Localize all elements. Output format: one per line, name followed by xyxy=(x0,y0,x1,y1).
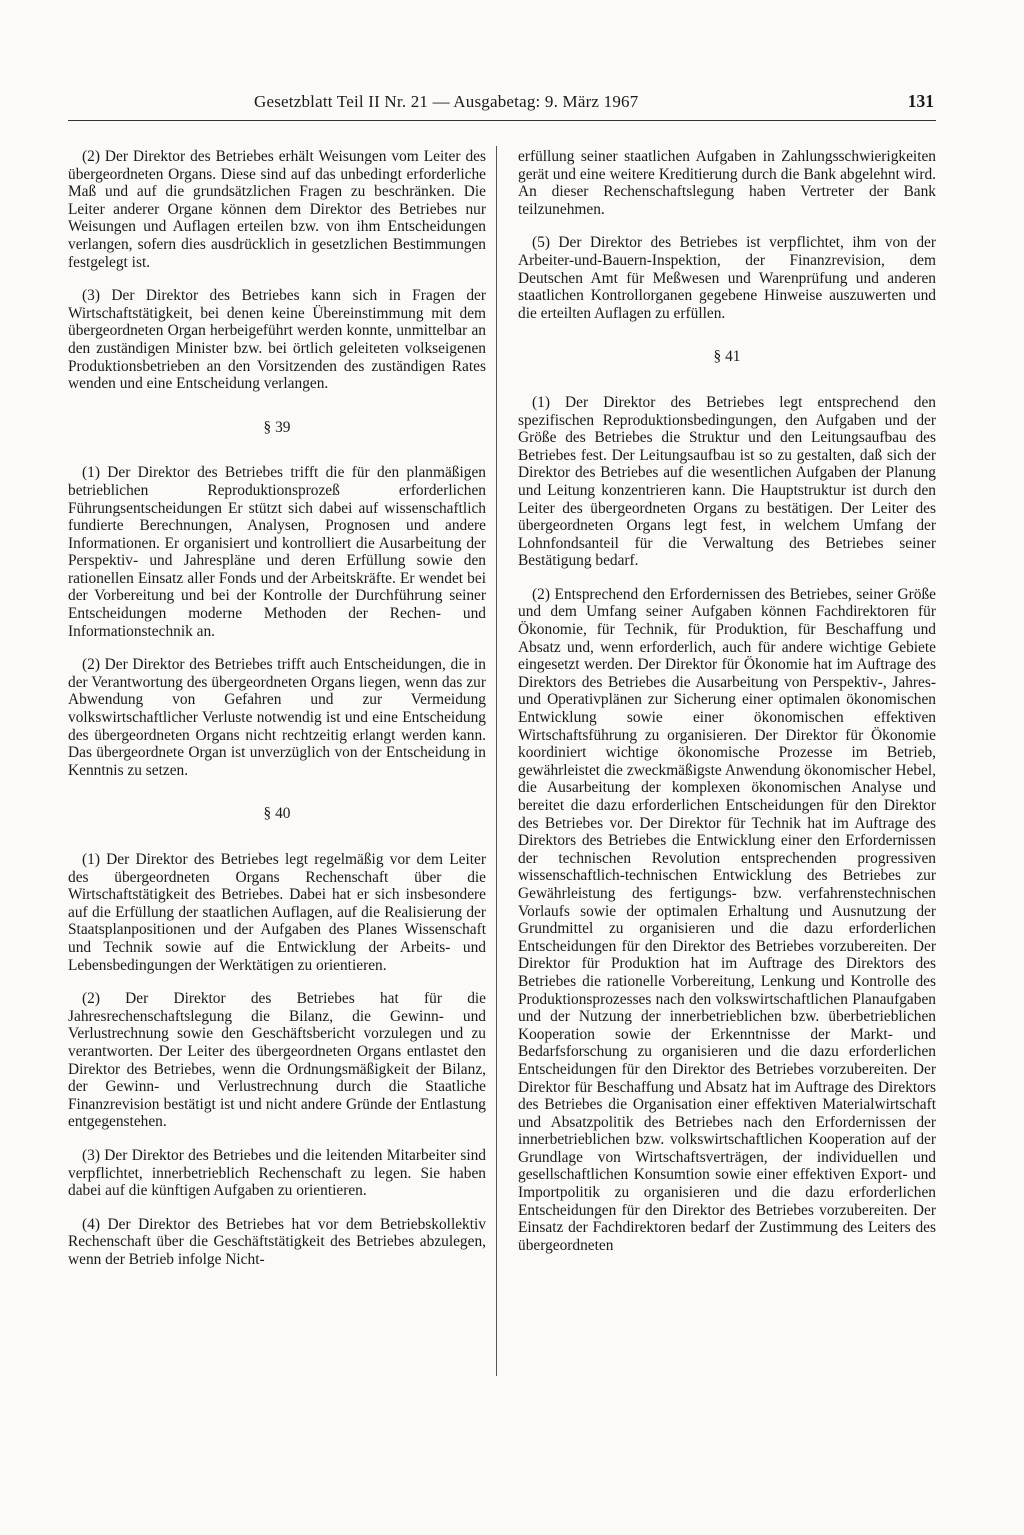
paragraph: (2) Der Direktor des Betriebes erhält Weisungen vom Leiter des übergeordneten Organs. Diese sind auf das unbedingt erforderliche Maß und auf die grundsätzlichen Fragen zu beschränken. Die Leiter anderer Organe können dem Direktor des Betriebes nur Weisungen und Auflagen erteilen bzw. von ihm Entscheidungen verlangen, sofern dies ausdrücklich in gesetzlichen Bestimmungen festgelegt ist. xyxy=(68,148,486,271)
paragraph: (2) Der Direktor des Betriebes trifft auch Entscheidungen, die in der Verantwortung des übergeordneten Organs liegen, wenn das zur Abwendung von Gefahren und zur Vermeidung volkswirtschaftlicher Verluste notwendig ist und eine Entscheidung des übergeordneten Organs nicht rechtzeitig erlangt werden kann. Das übergeordnete Organ ist unverzüglich von der Entscheidung in Kenntnis zu setzen. xyxy=(68,656,486,779)
right-column xyxy=(518,148,936,1270)
paragraph: (3) Der Direktor des Betriebes kann sich in Fragen der Wirtschaftstätigkeit, bei denen keine Übereinstimmung mit dem übergeordneten Organ herbeigeführt werden konnte, unmittelbar an den zuständigen Minister bzw. bei örtlich geleiteten volkseigenen Produktionsbetrieben an den Vorsitzenden des zuständigen Rates wenden und eine Entscheidung verlangen. xyxy=(68,287,486,393)
paragraph: (1) Der Direktor des Betriebes legt entsprechend den spezifischen Reproduktionsbedingungen, den Aufgaben und der Größe des Betriebes die Struktur und den Leitungsaufbau des Betriebes fest. Der Leitungsaufbau ist so zu gestalten, daß sich der Direktor des Betriebes auf die wesentlichen Aufgaben der Planung und Leitung konzentrieren kann. Die Hauptstruktur ist durch den Leiter des übergeordneten Organs zu bestätigen. Der Leiter des übergeordneten Organs legt fest, in welchem Umfang der Lohnfondsanteil für die Verwaltung des Betriebes seiner Bestätigung bedarf. xyxy=(518,393,936,570)
section-heading-39: § 39 xyxy=(263,418,291,436)
header-title: Gesetzblatt Teil II Nr. 21 — Ausgabetag: 9. März 1967 xyxy=(254,92,639,111)
paragraph: (2) Der Direktor des Betriebes hat für die Jahresrechenschaftslegung die Bilanz, die Gewinn- und Verlustrechnung sowie den Geschäftsbericht vorzulegen und zu verantworten. Der Leiter des übergeordneten Organs entlastet den Direktor des Betriebes, wenn die Ordnungsmäßigkeit der Bilanz, der Gewinn- und Verlustrechnung durch die Staatliche Finanzrevision bestätigt ist und nicht andere Gründe der Entlastung entgegenstehen. xyxy=(68,990,486,1131)
column-divider xyxy=(496,146,497,1376)
paragraph: (3) Der Direktor des Betriebes und die leitenden Mitarbeiter sind verpflichtet, innerbetrieblich Rechenschaft zu legen. Sie haben dabei auf die künftigen Aufgaben zu orientieren. xyxy=(68,1146,486,1200)
paragraph: (1) Der Direktor des Betriebes legt regelmäßig vor dem Leiter des übergeordneten Organs Rechenschaft über die Wirtschaftstätigkeit des Betriebes. Dabei hat er sich insbesondere auf die Erfüllung der staatlichen Auflagen, auf die Realisierung der Staatsplanpositionen und der Aufgaben des Planes Wissenschaft und Technik sowie auf die Entwicklung der Arbeits- und Lebensbedingungen der Werktätigen zu orientieren. xyxy=(68,851,486,974)
paragraph-continued: erfüllung seiner staatlichen Aufgaben in Zahlungsschwierigkeiten gerät und eine weitere Kreditierung durch die Bank abgelehnt wird. An dieser Rechenschaftslegung haben Vertreter der Bank teilzunehmen. xyxy=(518,148,936,218)
paragraph: (5) Der Direktor des Betriebes ist verpflichtet, ihm von der Arbeiter-und-Bauern-Inspektion, der Finanzrevision, dem Deutschen Amt für Meßwesen und Warenprüfung und anderen staatlichen Kontrollorganen gegebene Hinweise auszuwerten und die erteilten Auflagen zu erfüllen. xyxy=(518,234,936,322)
paragraph: (2) Entsprechend den Erfordernissen des Betriebes, seiner Größe und dem Umfang seiner Aufgaben können Fachdirektoren für Ökonomie, für Technik, für Produktion, für Beschaffung und Absatz und, wenn erforderlich, auch für andere wichtige Gebiete eingesetzt werden. Der Direktor für Ökonomie hat im Auftrage des Direktors des Betriebes die Ausarbeitung von Perspektiv-, Jahres- und Operativplänen zur Sicherung einer optimalen ökonomischen Entwicklung sowie einer ökonomischen effektiven Wirtschaftsführung zu organisieren. Der Direktor für Ökonomie koordiniert wichtige ökonomische Prozesse im Betrieb, gewährleistet die zweckmäßigste Anwendung ökonomischer Hebel, die Ausarbeitung der komplexen ökonomischen Analyse und bereitet die dazu erforderlichen Entscheidungen für den Direktor des Betriebes vor. Der Direktor für Technik hat im Auftrage des Direktors des Betriebes die Entwicklung einer den Erfordernissen der technischen Revolution entsprechenden progressiven wissenschaftlich-technischen Entwicklung des Betriebes zur Gewährleistung des fertigungs- bzw. verfahrenstechnischen Vorlaufs sowie der optimalen Erhaltung und Ausnutzung der Grundmittel zu organisieren und die dazu erforderlichen Entscheidungen für den Direktor des Betriebes vorzubereiten. Der Direktor für Produktion hat im Auftrage des Direktors des Betriebes die rationelle Vorbereitung, Lenkung und Kontrolle des Produktionsprozesses nach den volkswirtschaftlichen Planaufgaben und der Nutzung der innerbetrieblichen bzw. überbetrieblichen Kooperation sowie der Erkenntnisse der Markt- und Bedarfsforschung zu organisieren und die dazu erforderlichen Entscheidungen für den Direktor des Betriebes vorzubereiten. Der Direktor für Beschaffung und Absatz hat im Auftrage des Direktors des Betriebes die Organisation einer effektiven Materialwirtschaft und Absatzpolitik des Betriebes nach den Erfordernissen der innerbetrieblichen bzw. volkswirtschaftlichen Kooperation auf der Grundlage von Wirtschaftsverträgen, der individuellen und gesellschaftlichen Konsumtion sowie einer effektiven Export- und Importpolitik zu organisieren und die dazu erforderlichen Entscheidungen für den Direktor des Betriebes vorzubereiten. Der Einsatz der Fachdirektoren bedarf der Zustimmung des Leiters des übergeordneten xyxy=(518,585,936,1254)
paragraph: (4) Der Direktor des Betriebes hat vor dem Betriebskollektiv Rechenschaft über die Geschäftstätigkeit des Betriebes abzulegen, wenn der Betrieb infolge Nicht- xyxy=(68,1215,486,1268)
paragraph: (1) Der Direktor des Betriebes trifft die für den planmäßigen betrieblichen Reproduktionsprozeß erforderlichen Führungsentscheidungen Er stützt sich dabei auf wissenschaftlich fundierte Berechnungen, Analysen, Prognosen und andere Informationen. Er organisiert und kontrolliert die Ausarbeitung der Perspektiv- und Jahrespläne und deren Erfüllung sowie den rationellen Einsatz aller Fonds und der Arbeitskräfte. Er wendet bei der Vorbereitung und bei der Kontrolle der Durchführung seiner Entscheidungen moderne Methoden der Rechen- und Informationstechnik an. xyxy=(68,464,486,640)
left-column xyxy=(68,148,486,1284)
page-number: 131 xyxy=(907,91,934,111)
section-heading-40: § 40 xyxy=(263,805,291,823)
page-header xyxy=(68,92,936,121)
section-heading-41: § 41 xyxy=(713,348,741,366)
